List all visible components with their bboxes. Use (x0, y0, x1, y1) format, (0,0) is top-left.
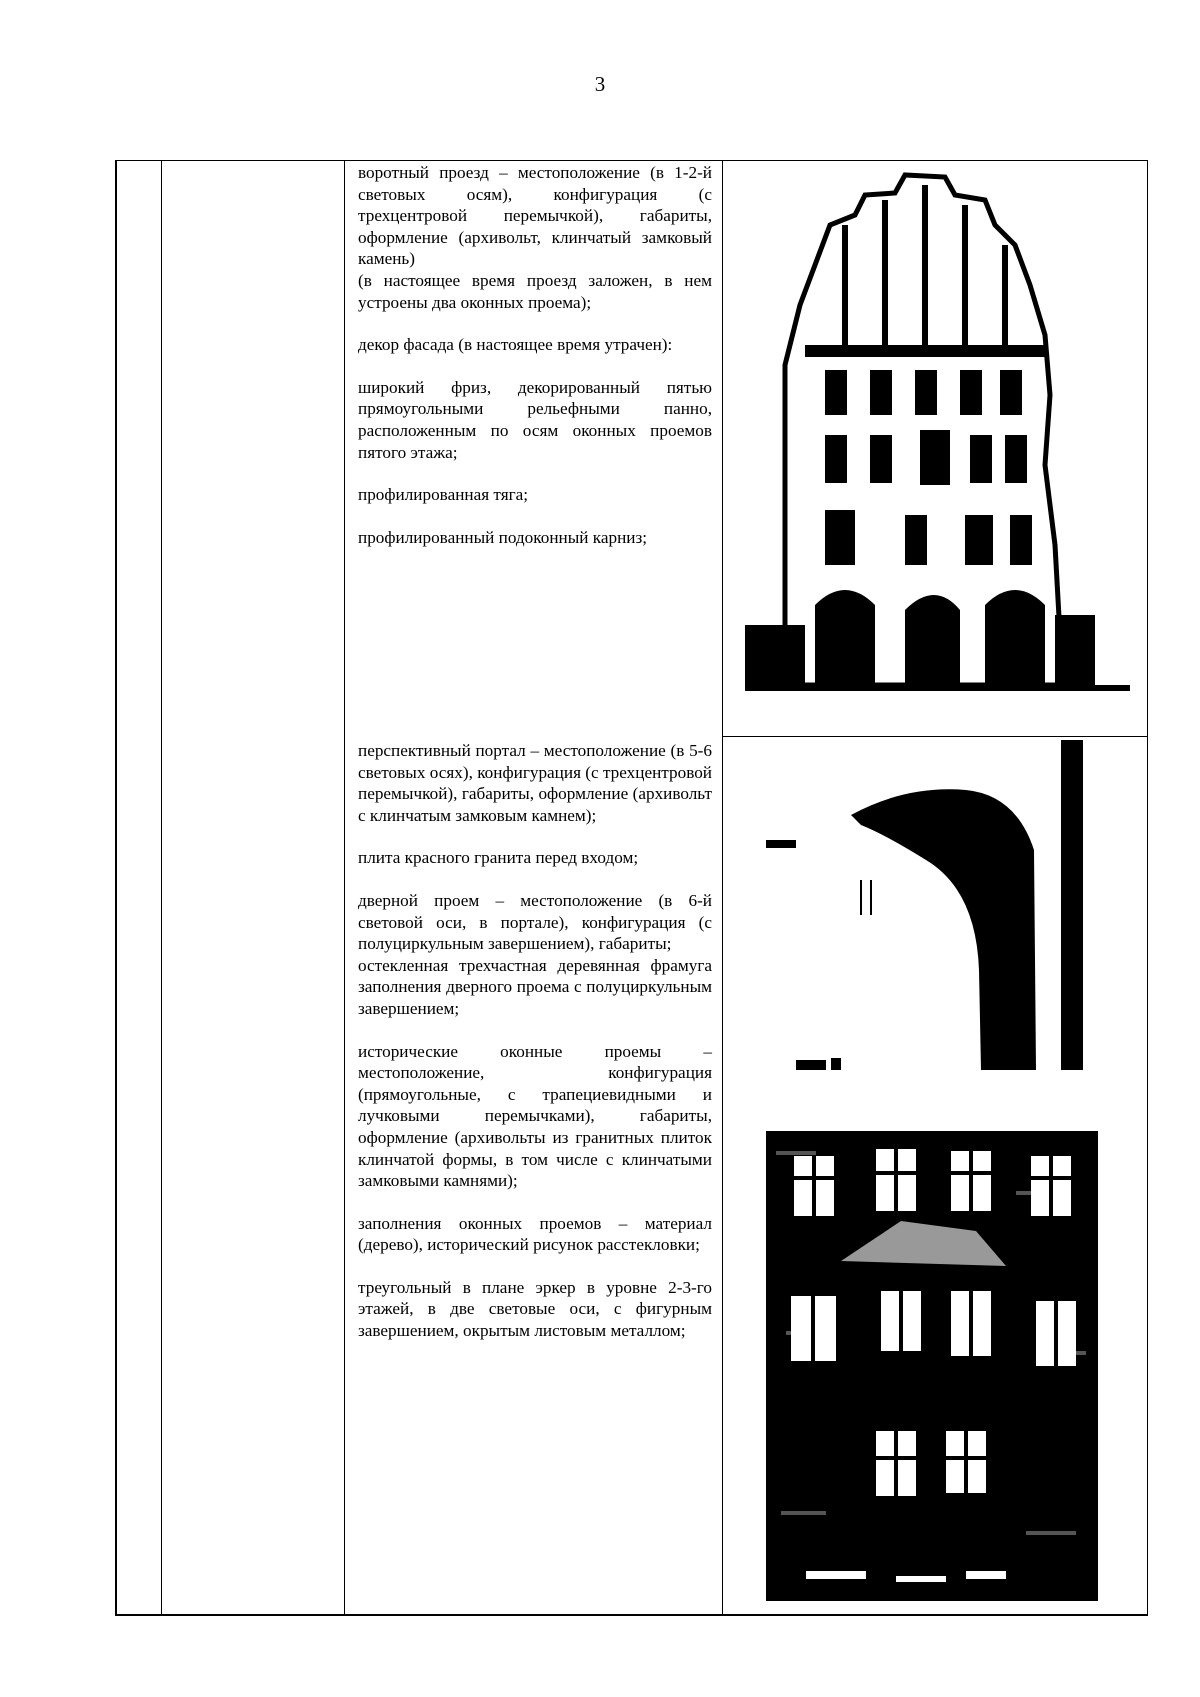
portal-arch-photo (766, 740, 1088, 1070)
description-paragraph: профилированный подоконный карниз; (358, 527, 648, 547)
description-paragraph: (в настоящее время проезд заложен, в нем устроены два оконных проема); (358, 270, 712, 312)
description-block-2 (358, 740, 712, 1363)
description-paragraph: перспективный портал – местоположение (в 5-6 световых осях), конфигурация (с трехцентровой перемычкой), габариты, оформление (архивольт с клинчатым замковым камнем); (358, 741, 712, 825)
description-paragraph: дверной проем – местоположение (в 6-й световой оси, в портале), конфигурация (с полуциркульным завершением), габариты; (358, 890, 712, 954)
table-column-divider-2 (344, 160, 345, 1616)
table-column-divider-3 (722, 160, 723, 1616)
description-paragraph: плита красного гранита перед входом; (358, 848, 639, 868)
building-facade-image-icon (745, 165, 1130, 725)
table-column-divider-1 (161, 160, 162, 1616)
description-block-1 (358, 162, 712, 569)
description-paragraph: воротный проезд – местоположение (в 1-2-й световых осям), конфигурация (с трехцентровой перемычкой), габариты, оформление (архивольт, клинчатый замковый камень) (358, 163, 712, 269)
description-paragraph: профилированная тяга; (358, 485, 529, 505)
description-paragraph: исторические оконные проемы – местоположение, конфигурация (прямоугольные, с трапециевидными и лучковыми перемычками), габариты, оформление (архивольты из гранитных плиток клинчатой формы, в том числе с клинчатыми замковыми камнями); (358, 1041, 712, 1191)
description-paragraph: остекленная трехчастная деревянная фрамуга заполнения дверного проема с полуциркульным завершением; (358, 955, 712, 1018)
arch-portal-image-icon (766, 740, 1088, 1070)
bay-window-photo (766, 1131, 1098, 1601)
description-paragraph: заполнения оконных проемов – материал (дерево), исторический рисунок расстекловки; (358, 1213, 712, 1255)
building-facade-photo (745, 165, 1130, 725)
page-number: 3 (594, 72, 606, 96)
description-paragraph: широкий фриз, декорированный пятью прямоугольными рельефными панно, расположенным по осям оконных проемов пятого этажа; (358, 377, 712, 462)
description-paragraph: декор фасада (в настоящее время утрачен): (358, 335, 673, 355)
photo-row-divider (722, 736, 1148, 737)
description-paragraph: треугольный в плане эркер в уровне 2-3-го этажей, в две световые оси, с фигурным завершением, окрытым листовым металлом; (358, 1277, 712, 1341)
bay-window-image-icon (766, 1131, 1098, 1601)
